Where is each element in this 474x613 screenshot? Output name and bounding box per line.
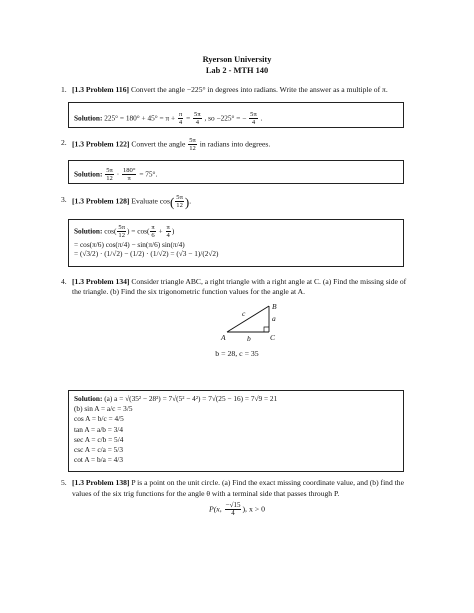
solution-line: cos A = b/c = 4/5 xyxy=(74,414,124,424)
fraction: $\frac{\pi}{4}$ xyxy=(166,224,170,240)
problem-5 xyxy=(61,478,407,499)
problem-number: 5. xyxy=(61,478,67,487)
problem-tag: [1.3 Problem 116] xyxy=(72,85,130,94)
fraction: $\frac{\pi}{6}$ xyxy=(151,224,155,240)
solution-line: sec A = c/b = 5/4 xyxy=(74,434,124,444)
point-expression xyxy=(0,502,474,518)
lab-title: Lab 2 - MTH 140 xyxy=(205,65,269,75)
university-title: Ryerson University xyxy=(202,55,272,64)
solution-box-1 xyxy=(68,102,404,128)
solution-label: Solution: xyxy=(74,226,103,236)
side-c-label: c xyxy=(242,309,246,318)
solution-box-2 xyxy=(68,160,404,184)
solution-text: , so −225° = − xyxy=(204,113,247,123)
fraction: $\frac{5\pi}{4}$ xyxy=(194,111,201,127)
problem-1 xyxy=(61,84,407,95)
problem-tag: [1.3 Problem 134] xyxy=(72,277,130,286)
problem-tag: [1.3 Problem 128] xyxy=(72,196,130,206)
problem-tag: [1.3 Problem 138] xyxy=(72,478,130,487)
side-a-label: a xyxy=(272,314,276,323)
solution-label: Solution: xyxy=(74,113,103,123)
expression-text: ), x > 0 xyxy=(242,504,266,514)
solution-line: (b) sin A = a/c = 3/5 xyxy=(74,404,133,414)
solution-label: Solution: xyxy=(74,394,103,403)
solution-line: csc A = c/a = 5/3 xyxy=(74,445,123,455)
problem-number: 4. xyxy=(61,277,67,286)
solution-text: + xyxy=(156,226,165,236)
solution-line: (a) a = √(35² − 28²) = 7√(5² − 4²) = 7√(25 − 16) = 7√9 = 21 xyxy=(104,394,278,403)
solution-line: tan A = a/b = 3/4 xyxy=(74,424,123,434)
solution-text: ) = cos( xyxy=(127,226,150,236)
solution-text: 225° = 180° + 45° = π + xyxy=(104,113,177,123)
solution-text: . xyxy=(260,113,263,123)
problem-text: in radians into degrees. xyxy=(199,139,271,149)
fraction: $\frac{5\pi}{12}$ xyxy=(106,167,113,183)
side-b-label: b xyxy=(247,334,251,343)
fraction: $\frac{\pi}{4}$ xyxy=(178,111,183,127)
problem-number: 1. xyxy=(61,85,67,94)
problem-number: 3. xyxy=(61,195,67,204)
fraction: $\frac{5\pi}{12}$ xyxy=(118,224,126,240)
fraction: $\frac{5\pi}{12}$ xyxy=(189,137,196,153)
expression-text: P(x, xyxy=(208,504,224,514)
fraction: $\frac{-√15}{4}$ xyxy=(225,501,241,518)
solution-box-4 xyxy=(68,390,404,472)
solution-text: · xyxy=(116,169,121,179)
solution-box-3 xyxy=(68,219,404,267)
solution-text: = xyxy=(186,113,193,123)
problem-text: Convert the angle −225° in degrees into radians. Write the answer as a multiple of π. xyxy=(130,85,388,94)
solution-label: Solution: xyxy=(74,169,103,179)
solution-text: cos( xyxy=(104,226,117,236)
problem-text: Convert the angle xyxy=(131,139,188,149)
vertex-b-label: B xyxy=(272,302,277,311)
problem-2 xyxy=(61,137,407,153)
document-header xyxy=(0,55,474,76)
problem-3: 3. [1.3 Problem 128] Evaluate cos( $\frac{5\pi}{12}$ ). xyxy=(61,194,192,210)
fraction: $\frac{5\pi}{12}$ xyxy=(176,194,183,210)
solution-line: = (√3/2) · (1/√2) − (1/2) · (1/√2) = (√3 − 1)/(2√2) xyxy=(74,249,219,259)
triangle-diagram xyxy=(215,300,285,344)
solution-text: = 75°. xyxy=(139,169,158,179)
fraction: $\frac{180^\circ}{\pi}$ xyxy=(122,167,136,183)
problem-number: 2. xyxy=(61,138,67,147)
given-values: b = 28, c = 35 xyxy=(215,349,259,358)
problem-4 xyxy=(61,277,407,297)
solution-line: = cos(π/6) cos(π/4) − sin(π/6) sin(π/4) xyxy=(74,239,185,249)
solution-line: cot A = b/a = 4/3 xyxy=(74,455,123,465)
vertex-a-label: A xyxy=(221,333,226,342)
fraction: $\frac{5\pi}{4}$ xyxy=(250,111,257,127)
problem-text: Consider triangle ABC, a right triangle with a right angle at C. (a) Find the missing side of the triangle. (b) Find the six trigonometric function values for the angle at A. xyxy=(72,277,407,296)
problem-text: P is a point on the unit circle. (a) Find the exact missing coordinate value, and (b) find the values of the six trig functions for the angle θ with a terminal side that passes through P. xyxy=(72,478,404,498)
vertex-c-label: C xyxy=(270,333,276,342)
solution-text: ) xyxy=(171,226,175,236)
problem-text: Evaluate cos xyxy=(131,196,170,206)
problem-tag: [1.3 Problem 122] xyxy=(72,139,130,149)
